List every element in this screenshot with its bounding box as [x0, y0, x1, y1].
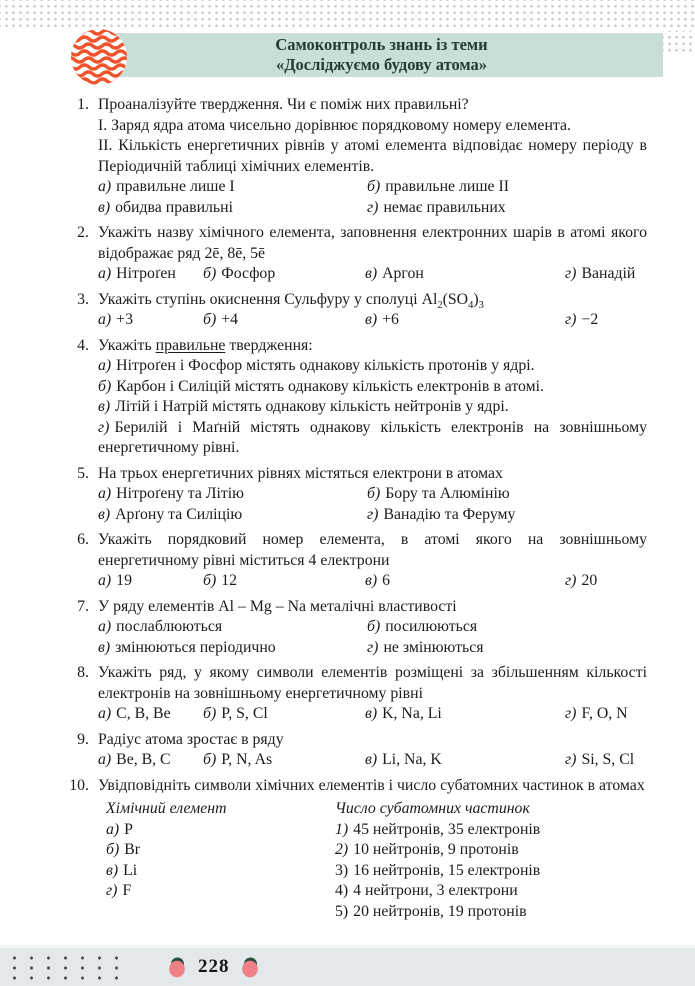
answer-options [98, 571, 647, 592]
option-text: P, S, Cl [221, 705, 268, 722]
option-label: г) [565, 751, 577, 768]
option-label: а) [98, 357, 112, 374]
match-item-label: 4) [335, 882, 349, 899]
question-body [98, 223, 647, 285]
match-item [106, 861, 335, 882]
question-text: Укажіть ряд, у якому символи елементів розміщені за збільшенням кількості електронів на зовнішньому енергетичному рівні [98, 664, 647, 702]
option-text: Фосфор [221, 265, 276, 282]
match-item-text: 16 нейтронів, 15 електронів [353, 861, 541, 879]
question-9 [63, 730, 647, 771]
question-body [98, 336, 647, 459]
match-column-header: Хімічний елемент [106, 800, 227, 817]
question-number: 1. [77, 96, 89, 113]
answer-option [98, 505, 367, 526]
option-text: Li, Na, K [382, 751, 442, 768]
option-text: −2 [581, 311, 599, 328]
question-body [98, 530, 647, 592]
option-text: обидва правильні [115, 198, 233, 216]
match-item-text: F [122, 882, 132, 899]
option-text: Нітроґен і Фосфор містять однакову кількість протонів у ядрі. [116, 357, 535, 374]
answer-option [98, 418, 647, 459]
option-label: б) [203, 311, 217, 328]
answer-option [98, 264, 203, 285]
answer-option [98, 750, 203, 771]
option-text: Літій і Натрій містять однакову кількість нейтронів у ядрі. [115, 398, 509, 415]
option-label: в) [98, 638, 111, 656]
match-item-text: 4 нейтрони, 3 електрони [353, 882, 518, 899]
question-3 [63, 290, 647, 331]
answer-option [98, 638, 367, 659]
answer-option [367, 638, 647, 659]
option-text: посилюються [385, 618, 478, 635]
option-text: Арґону та Силіцію [115, 505, 243, 523]
answer-option [367, 484, 647, 505]
answer-option [203, 264, 365, 285]
answer-option [98, 484, 367, 505]
question-2 [63, 223, 647, 285]
answer-options [98, 704, 647, 725]
match-item-text: 10 нейтронів, 9 протонів [353, 841, 519, 858]
answer-option [565, 704, 647, 725]
answer-option [367, 617, 647, 638]
option-label: в) [365, 705, 378, 722]
option-label: а) [98, 485, 112, 502]
match-item [335, 881, 647, 902]
question-text: І. Заряд ядра атома чисельно дорівнює порядковому номеру елемента. [98, 116, 571, 134]
match-item [106, 820, 335, 841]
option-text: Берилій і Маґній містять однакову кількість електронів на зовнішньому енергетичному рівні. [98, 418, 647, 456]
question-body [98, 464, 647, 526]
match-item [335, 820, 647, 841]
option-text: C, B, Be [116, 705, 171, 722]
option-text: не змінюються [383, 638, 484, 656]
option-label: б) [203, 705, 217, 722]
answer-option [365, 571, 565, 592]
match-item-label: 5) [335, 902, 349, 920]
option-label: в) [365, 572, 378, 589]
match-item [335, 861, 647, 882]
answer-option [367, 198, 647, 219]
option-label: а) [98, 705, 112, 722]
option-text: P, N, As [221, 751, 273, 768]
match-right-column [335, 799, 647, 922]
answer-option [565, 310, 647, 331]
option-label: б) [367, 485, 381, 502]
match-item [335, 902, 647, 923]
option-text: +4 [221, 311, 239, 328]
question-text: ІІ. Кількість енергетичних рівнів у атомі елемента відповідає номеру періоду в Періодичній таблиці хімічних елементів. [98, 137, 647, 175]
question-text: Укажіть порядковий номер елемента, в атомі якого на зовнішньому енергетичному рівні міститься 4 електрони [98, 531, 647, 569]
option-text: K, Na, Li [382, 705, 442, 722]
option-text: Ванадій [581, 265, 636, 282]
match-table [106, 799, 647, 922]
option-label: г) [367, 638, 379, 656]
question-8 [63, 663, 647, 725]
option-text: +6 [382, 311, 399, 328]
answer-option [367, 177, 647, 198]
option-label: в) [98, 505, 111, 523]
option-label: в) [365, 311, 378, 328]
footer-band [0, 945, 695, 986]
banner-title-line1: Самоконтроль знань із теми [275, 34, 488, 54]
option-label: г) [565, 265, 577, 282]
answer-option [203, 571, 365, 592]
question-number: 3. [77, 290, 89, 308]
answer-options [98, 177, 647, 218]
option-text: послаблюються [116, 618, 223, 635]
option-label: а) [98, 572, 112, 589]
question-body [98, 730, 647, 771]
option-label: б) [203, 751, 217, 768]
answer-options [98, 484, 647, 525]
option-text: Si, S, Cl [581, 751, 635, 768]
answer-option [565, 264, 647, 285]
question-body [98, 290, 647, 331]
option-text: Аргон [382, 265, 424, 282]
question-text: Увідповідніть символи хімічних елементів і число субатомних частинок в атомах [98, 776, 645, 794]
question-4 [63, 336, 647, 459]
option-label: в) [365, 751, 378, 768]
question-text: Укажіть ступінь окиснення Сульфуру у сполуці $Al_2(SO_4)_3$ [98, 290, 484, 311]
option-label: г) [565, 311, 577, 328]
question-body [98, 776, 647, 923]
option-label: а) [98, 751, 112, 768]
question-number: 8. [77, 664, 89, 681]
option-text: Нітроґен [116, 265, 176, 282]
answer-option [365, 310, 565, 331]
option-text: правильне лише ІІ [385, 178, 509, 195]
option-label: а) [98, 618, 112, 635]
answer-option [98, 704, 203, 725]
match-item [335, 840, 647, 861]
match-item-text: Li [123, 861, 138, 879]
option-text: немає правильних [383, 198, 506, 216]
answer-option [98, 356, 647, 377]
question-body [98, 597, 647, 659]
question-number: 6. [77, 531, 89, 548]
berry-icon [168, 957, 187, 978]
question-7 [63, 597, 647, 659]
option-label: б) [203, 265, 217, 282]
answer-option [365, 264, 565, 285]
question-number: 2. [77, 224, 89, 241]
answer-option [98, 571, 203, 592]
question-number: 9. [77, 730, 89, 748]
match-item-text: P [124, 820, 133, 838]
match-item-label: в) [106, 861, 119, 879]
answer-option [98, 198, 367, 219]
option-text: F, O, N [581, 705, 628, 722]
question-10 [63, 776, 647, 923]
option-text: змінюються періодично [115, 638, 276, 656]
question-number: 10. [69, 776, 89, 794]
section-banner [100, 33, 663, 77]
option-text: Ванадію та Феруму [383, 505, 516, 523]
answer-options [98, 264, 647, 285]
match-column-header: Число субатомних частинок [335, 800, 530, 817]
match-item-label: 1) [335, 820, 349, 838]
option-text: +3 [116, 311, 133, 328]
option-label: б) [367, 178, 381, 195]
answer-options [98, 750, 647, 771]
match-item [106, 840, 335, 861]
answer-option [203, 704, 365, 725]
footer-center [168, 948, 260, 986]
match-item-label: г) [106, 882, 118, 899]
option-label: г) [367, 505, 379, 523]
option-label: а) [98, 265, 112, 282]
answer-option [98, 177, 367, 198]
option-label: г) [367, 198, 379, 216]
answer-option [98, 310, 203, 331]
option-label: а) [98, 178, 112, 195]
option-text: правильне лише І [116, 178, 235, 195]
answer-options [98, 356, 647, 459]
decorative-dots-right [663, 31, 695, 53]
footer-dots [6, 953, 132, 983]
quiz-questions [63, 95, 647, 927]
option-text: Нітроґену та Літію [116, 485, 244, 502]
match-item-text: 20 нейтронів, 19 протонів [353, 902, 527, 920]
answer-option [203, 750, 365, 771]
question-text: У ряду елементів Al – Mg – Na металічні властивості [98, 597, 457, 615]
match-item-label: 2) [335, 841, 349, 858]
question-number: 4. [77, 336, 89, 354]
option-label: в) [365, 265, 378, 282]
option-label: а) [98, 311, 112, 328]
option-text: 20 [581, 572, 598, 589]
page-number: 228 [198, 956, 230, 977]
question-6 [63, 530, 647, 592]
waves-logo-icon [70, 28, 128, 86]
match-item [106, 881, 335, 902]
match-left-column [106, 799, 335, 922]
match-item-label: б) [106, 841, 120, 858]
option-label: г) [565, 572, 577, 589]
option-label: б) [203, 572, 217, 589]
answer-option [365, 750, 565, 771]
answer-option [367, 505, 647, 526]
answer-option [98, 617, 367, 638]
question-number: 7. [77, 597, 89, 615]
question-text: Радіус атома зростає в ряду [98, 730, 284, 748]
decorative-dots-top [0, 0, 695, 31]
match-item-text: 45 нейтронів, 35 електронів [353, 820, 541, 838]
question-body [98, 95, 647, 218]
option-label: б) [367, 618, 381, 635]
option-label: б) [98, 377, 112, 395]
answer-option [565, 571, 647, 592]
match-item-label: а) [106, 820, 120, 838]
question-number: 5. [77, 464, 89, 482]
question-text: Укажіть назву хімічного елемента, заповнення електронних шарів в атомі якого відображає ряд 2ē, 8ē, 5ē [98, 224, 647, 262]
answer-options [98, 310, 647, 331]
answer-option [98, 397, 647, 418]
option-text: Карбон і Силіцій містять однакову кількість електронів в атомі. [116, 377, 544, 395]
answer-option [203, 310, 365, 331]
question-body [98, 663, 647, 725]
option-label: г) [565, 705, 577, 722]
option-text: Be, B, C [116, 751, 171, 768]
answer-option [365, 704, 565, 725]
question-1 [63, 95, 647, 218]
question-text: Укажіть правильне твердження: [98, 336, 313, 354]
berry-icon [241, 957, 260, 978]
match-item-text: Br [124, 841, 141, 858]
banner-title-line2: «Досліджуємо будову атома» [275, 55, 488, 74]
match-item-label: 3) [335, 861, 349, 879]
question-text: На трьох енергетичних рівнях містяться електрони в атомах [98, 464, 503, 482]
option-label: г) [98, 418, 110, 436]
answer-options [98, 617, 647, 658]
answer-option [98, 377, 647, 398]
option-text: 6 [382, 572, 391, 589]
option-text: 12 [221, 572, 238, 589]
answer-option [565, 750, 647, 771]
option-label: в) [98, 198, 111, 216]
question-text: Проаналізуйте твердження. Чи є поміж них правильні? [98, 96, 469, 113]
option-text: 19 [116, 572, 132, 589]
option-label: в) [98, 398, 111, 415]
question-5 [63, 464, 647, 526]
option-text: Бору та Алюмінію [385, 485, 510, 502]
